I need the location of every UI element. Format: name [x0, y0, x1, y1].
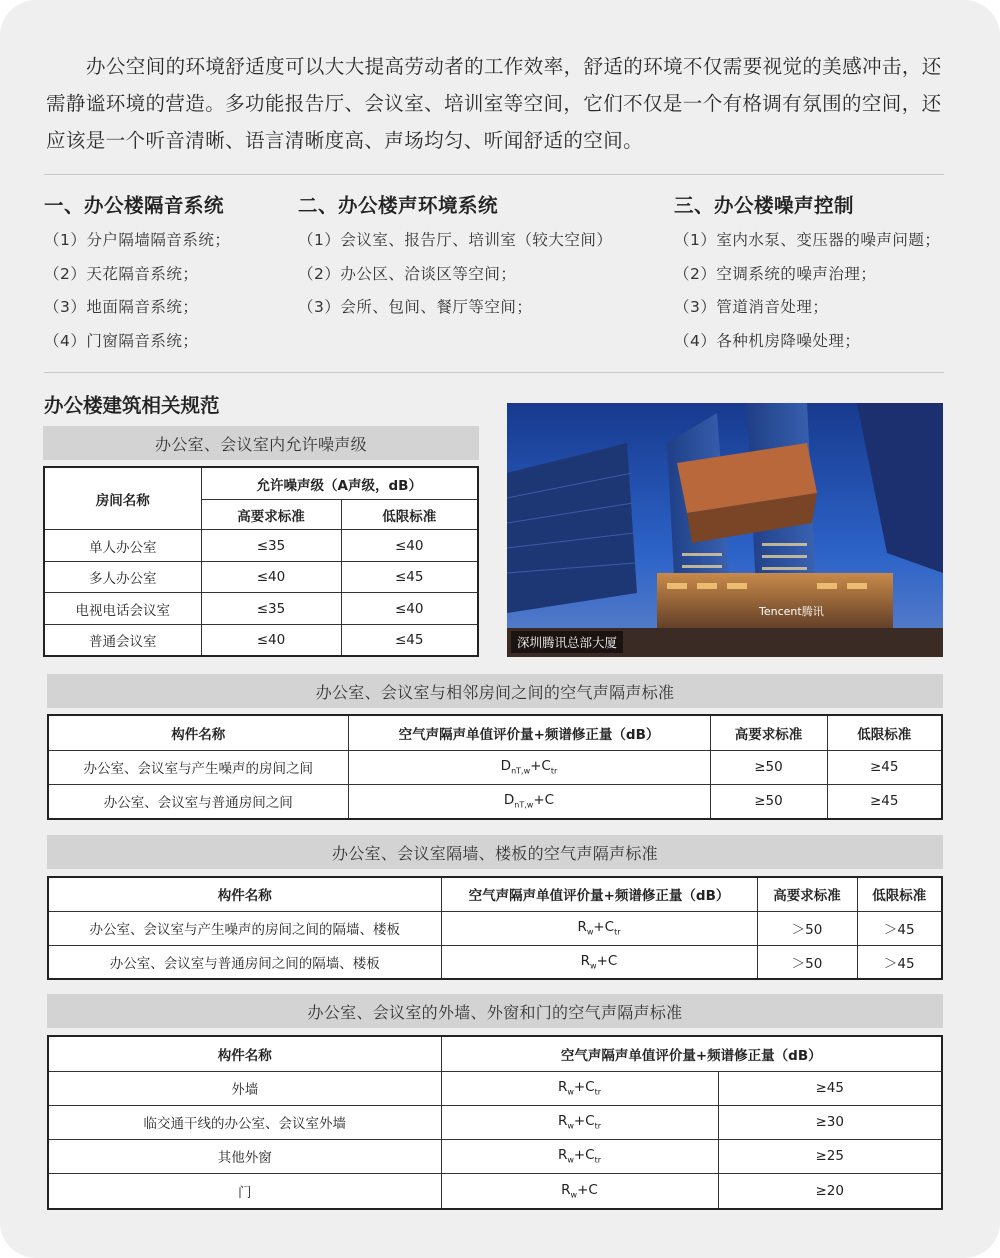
tencent-sign: Tencent腾讯 — [759, 605, 824, 618]
metric-symbol: R — [580, 952, 591, 969]
system-item: （1）分户隔墙隔音系统； — [44, 231, 231, 249]
tencent-building-photo — [507, 403, 943, 657]
metric-subscript: w — [586, 927, 594, 937]
metric-symbol: R — [557, 1079, 568, 1096]
metric-cell — [441, 1105, 718, 1139]
system-title: 一、办公楼隔音系统 — [44, 194, 225, 217]
header-high-standard: 高要求标准 — [710, 715, 827, 750]
value-cell: ≥20 — [718, 1173, 942, 1209]
metric-subscript: w — [567, 1121, 574, 1131]
metric-plus: +C — [596, 952, 618, 969]
table4-caption: 办公室、会议室的外墙、外窗和门的空气声隔声标准 — [47, 994, 943, 1028]
metric-symbol: D — [500, 758, 512, 775]
header-high-standard: 高要求标准 — [201, 500, 341, 530]
high-standard-cell: ≤40 — [201, 561, 341, 593]
system-column-3 — [674, 190, 940, 358]
system-item: （2）天花隔音系统； — [44, 264, 199, 283]
system-item: （3）地面隔音系统； — [44, 298, 199, 316]
system-item: （4）各种机房降噪处理； — [674, 331, 861, 350]
adjacent-room-insulation-table — [47, 714, 943, 820]
component-name-cell: 门 — [48, 1173, 441, 1209]
table3-caption: 办公室、会议室隔墙、楼板的空气声隔声标准 — [47, 835, 943, 869]
room-name-cell: 多人办公室 — [44, 561, 201, 593]
component-name-cell: 办公室、会议室与普通房间之间 — [48, 784, 348, 819]
component-name-cell: 临交通干线的办公室、会议室外墙 — [48, 1105, 441, 1139]
metric-plus: +C — [593, 919, 615, 936]
component-name-cell: 办公室、会议室与普通房间之间的隔墙、楼板 — [48, 945, 441, 979]
table-row — [48, 1173, 942, 1209]
metric-plus: +C — [530, 758, 551, 775]
table-row — [44, 530, 478, 562]
high-standard-cell: ≥50 — [710, 784, 827, 819]
value-cell: ≥45 — [718, 1071, 942, 1105]
high-standard-cell: ＞50 — [757, 945, 857, 979]
table1-caption: 办公室、会议室内允许噪声级 — [43, 426, 479, 460]
metric-subscript-2: tr — [594, 1155, 602, 1165]
system-item: （3）会所、包间、餐厅等空间； — [298, 298, 533, 316]
low-standard-cell: ＞45 — [857, 911, 942, 945]
divider — [44, 174, 944, 175]
low-standard-cell: ≥45 — [827, 750, 942, 784]
low-standard-cell: ≤40 — [341, 593, 478, 625]
table2-caption: 办公室、会议室与相邻房间之间的空气声隔声标准 — [47, 674, 943, 708]
header-allowed-noise: 允许噪声级（A声级，dB） — [201, 467, 478, 500]
header-component-name: 构件名称 — [48, 877, 441, 911]
metric-subscript: nT,w — [511, 766, 531, 776]
table-row — [48, 911, 942, 945]
header-component-name: 构件名称 — [48, 715, 348, 750]
metric-subscript: w — [590, 961, 597, 971]
value-cell: ≥25 — [718, 1139, 942, 1173]
metric-subscript-2: tr — [594, 1087, 602, 1097]
header-low-standard: 低限标准 — [857, 877, 942, 911]
divider — [44, 372, 944, 373]
component-name-cell: 办公室、会议室与产生噪声的房间之间的隔墙、楼板 — [48, 911, 441, 945]
metric-subscript: w — [570, 1190, 578, 1200]
metric-subscript-2: tr — [550, 766, 558, 776]
high-standard-cell: ≤35 — [201, 530, 341, 562]
header-metric: 空气声隔声单值评价量+频谱修正量（dB） — [348, 715, 710, 750]
high-standard-cell: ≥50 — [710, 750, 827, 784]
table-row — [48, 784, 942, 819]
low-standard-cell: ≤45 — [341, 561, 478, 593]
table-row — [48, 1105, 942, 1139]
metric-subscript-2: tr — [614, 927, 621, 937]
room-name-cell: 电视电话会议室 — [44, 593, 201, 625]
system-item: （2）办公区、洽谈区等空间； — [298, 264, 517, 283]
metric-symbol: R — [557, 1147, 568, 1164]
metric-cell — [441, 1071, 718, 1105]
metric-subscript-2: tr — [594, 1121, 602, 1131]
low-standard-cell: ＞45 — [857, 945, 942, 979]
system-item: （1）会议室、报告厅、培训室（较大空间） — [298, 231, 613, 249]
metric-cell — [441, 945, 757, 979]
room-name-cell: 普通会议室 — [44, 624, 201, 656]
photo-caption: 深圳腾讯总部大厦 — [511, 631, 623, 653]
metric-symbol: R — [557, 1113, 568, 1130]
low-standard-cell: ≤40 — [341, 530, 478, 562]
system-item: （2）空调系统的噪声治理； — [674, 264, 877, 283]
metric-subscript: nT,w — [514, 801, 534, 811]
table-row — [48, 945, 942, 979]
system-item: （4）门窗隔音系统； — [44, 331, 199, 350]
wall-floor-insulation-table — [47, 876, 943, 980]
table-row — [48, 750, 942, 784]
table-row — [48, 1071, 942, 1105]
metric-cell — [348, 784, 710, 819]
metric-plus: +C — [573, 1147, 595, 1164]
low-standard-cell: ≥45 — [827, 784, 942, 819]
system-column-1 — [44, 190, 230, 358]
metric-subscript: w — [567, 1087, 574, 1097]
regulations-title: 办公楼建筑相关规范 — [44, 394, 220, 417]
system-item: （3）管道消音处理； — [674, 298, 829, 316]
metric-symbol: R — [561, 1181, 571, 1198]
header-high-standard: 高要求标准 — [757, 877, 857, 911]
table-row — [48, 1139, 942, 1173]
component-name-cell: 办公室、会议室与产生噪声的房间之间 — [48, 750, 348, 784]
system-title: 三、办公楼噪声控制 — [674, 194, 855, 217]
header-component-name: 构件名称 — [48, 1036, 441, 1071]
table-row — [44, 624, 478, 656]
noise-level-table — [43, 466, 479, 657]
header-metric: 空气声隔声单值评价量+频谱修正量（dB） — [441, 1036, 942, 1071]
low-standard-cell: ≤45 — [341, 624, 478, 656]
high-standard-cell: ≤35 — [201, 593, 341, 625]
system-item: （1）室内水泵、变压器的噪声问题； — [674, 231, 941, 249]
value-cell: ≥30 — [718, 1105, 942, 1139]
exterior-insulation-table — [47, 1035, 943, 1210]
component-name-cell: 外墙 — [48, 1071, 441, 1105]
header-room-name: 房间名称 — [44, 467, 201, 530]
header-low-standard: 低限标准 — [827, 715, 942, 750]
metric-cell — [348, 750, 710, 784]
system-title: 二、办公楼声环境系统 — [298, 194, 499, 217]
building-illustration — [507, 403, 943, 657]
room-name-cell: 单人办公室 — [44, 530, 201, 562]
metric-cell — [441, 1139, 718, 1173]
table-row — [44, 561, 478, 593]
component-name-cell: 其他外窗 — [48, 1139, 441, 1173]
metric-cell — [441, 911, 757, 945]
metric-cell — [441, 1173, 718, 1209]
metric-symbol: R — [577, 919, 587, 936]
metric-plus: +C — [573, 1113, 595, 1130]
metric-plus: +C — [577, 1181, 598, 1198]
system-column-2 — [298, 190, 612, 325]
high-standard-cell: ≤40 — [201, 624, 341, 656]
intro-paragraph: 办公空间的环境舒适度可以大大提高劳动者的工作效率，舒适的环境不仅需要视觉的美感冲击，还需静谧环境的营造。多功能报告厅、会议室、培训室等空间，它们不仅是一个有格调有氛围的空间，还应该是一个听音清晰、语言清晰度高、声场均匀、听闻舒适的空间。 — [46, 55, 942, 152]
metric-plus: +C — [573, 1079, 595, 1096]
high-standard-cell: ＞50 — [757, 911, 857, 945]
header-low-standard: 低限标准 — [341, 500, 478, 530]
metric-subscript: w — [567, 1155, 574, 1165]
metric-symbol: D — [503, 792, 515, 809]
table-row — [44, 593, 478, 625]
header-metric: 空气声隔声单值评价量+频谱修正量（dB） — [441, 877, 757, 911]
metric-plus: +C — [533, 792, 555, 809]
